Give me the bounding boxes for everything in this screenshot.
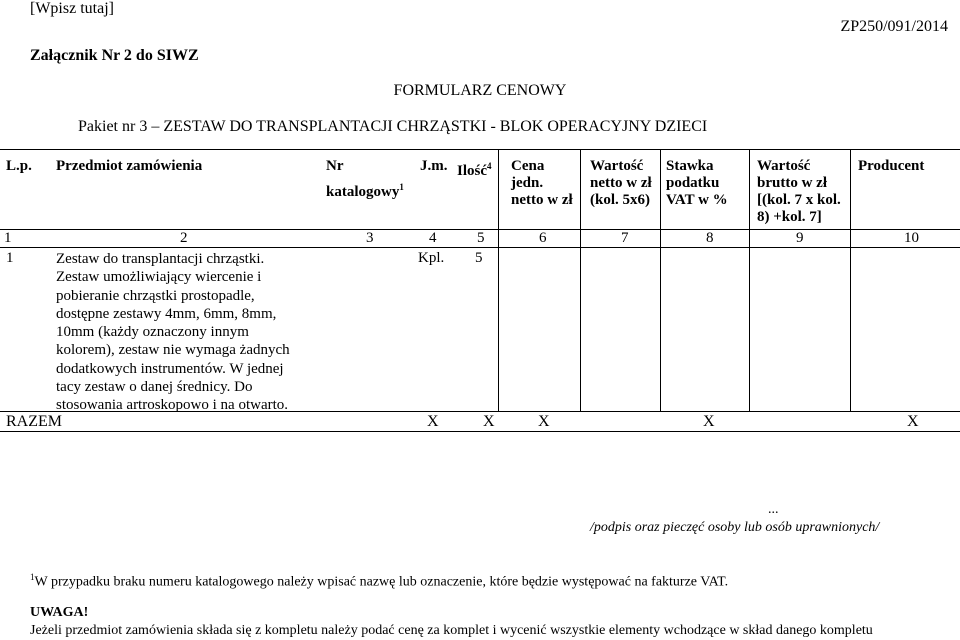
header-placeholder: [Wpisz tutaj]: [30, 0, 114, 17]
signature-caption: /podpis oraz pieczęć osoby lub osób uprawnionych/: [590, 520, 880, 535]
table-border-top: [0, 149, 960, 150]
footnote-marker: 1: [30, 572, 35, 582]
warning-text: Jeżeli przedmiot zamówienia składa się z kompletu należy podać cenę za komplet i wycenić wszystkie elementy wchodzące w skład danego kompletu: [30, 623, 873, 638]
column-number: 7: [621, 230, 629, 246]
annex-label: Załącznik Nr 2 do SIWZ: [30, 47, 199, 64]
column-number: 5: [477, 230, 485, 246]
header-unit-price: Cena jedn. netto w zł: [511, 158, 573, 208]
column-number: 6: [539, 230, 547, 246]
row-quantity: 5: [475, 250, 483, 266]
total-mark: X: [483, 413, 495, 430]
header-unit: J.m.: [420, 158, 448, 174]
column-number: 10: [904, 230, 919, 246]
footnote: [30, 572, 728, 591]
column-number: 3: [366, 230, 374, 246]
warning-title: UWAGA!: [30, 605, 89, 620]
column-divider: [660, 149, 661, 411]
numbers-separator: [0, 247, 960, 248]
header-vat: Stawka podatku VAT w %: [666, 158, 728, 208]
row-vat-input[interactable]: [666, 250, 744, 268]
column-divider: [498, 149, 499, 411]
column-number: 8: [706, 230, 714, 246]
column-number: 4: [429, 230, 437, 246]
total-mark: X: [907, 413, 919, 430]
total-label: RAZEM: [6, 413, 62, 430]
header-lp: L.p.: [6, 158, 32, 174]
footnote-text: W przypadku braku numeru katalogowego należy wpisać nazwę lub oznaczenie, które będzie występować na fakturze VAT.: [34, 574, 729, 590]
row-producer-input[interactable]: [856, 250, 956, 268]
header-net-value: Wartość netto w zł (kol. 5x6): [590, 158, 652, 208]
header-catalog: Nr katalogowy$^1$: [326, 158, 404, 200]
row-lp: 1: [6, 250, 14, 266]
header-quantity: Ilość$^4$: [457, 161, 492, 179]
row-unit-price-input[interactable]: [505, 250, 575, 268]
column-number: 9: [796, 230, 804, 246]
total-mark: X: [427, 413, 439, 430]
total-mark: X: [703, 413, 715, 430]
column-divider: [850, 149, 851, 411]
column-divider: [580, 149, 581, 411]
signature-dots: ...: [768, 502, 779, 517]
header-producer: Producent: [858, 158, 925, 174]
row-unit: Kpl.: [418, 250, 445, 266]
row-gross-value-input[interactable]: [755, 250, 845, 268]
header-subject: Przedmiot zamówienia: [56, 158, 203, 174]
document-reference: ZP250/091/2014: [840, 18, 948, 35]
header-gross-value: Wartość brutto w zł [(kol. 7 x kol. 8) +kol. 7]: [757, 158, 841, 225]
total-mark: X: [538, 413, 550, 430]
package-title: Pakiet nr 3 – ZESTAW DO TRANSPLANTACJI CHRZĄSTKI - BLOK OPERACYJNY DZIECI: [78, 118, 708, 135]
row-subject: Zestaw do transplantacji chrząstki. Zestaw umożliwiający wiercenie i pobieranie chrząstki prostopadle, dostępne zestawy 4mm, 6mm, 8mm, 10mm (każdy oznaczony innym kolorem), zestaw nie wymaga żadnych dodatkowych instrumentów. W jednej tacy zestaw o danej średnicy. Do stosowania artroskopowo i na otwarto.: [56, 251, 290, 414]
column-number: 1: [4, 230, 12, 246]
row-net-value-input[interactable]: [586, 250, 656, 268]
column-number: 2: [180, 230, 188, 246]
table-border-bottom: [0, 431, 960, 432]
form-title: FORMULARZ CENOWY: [393, 82, 567, 99]
column-divider: [749, 149, 750, 411]
